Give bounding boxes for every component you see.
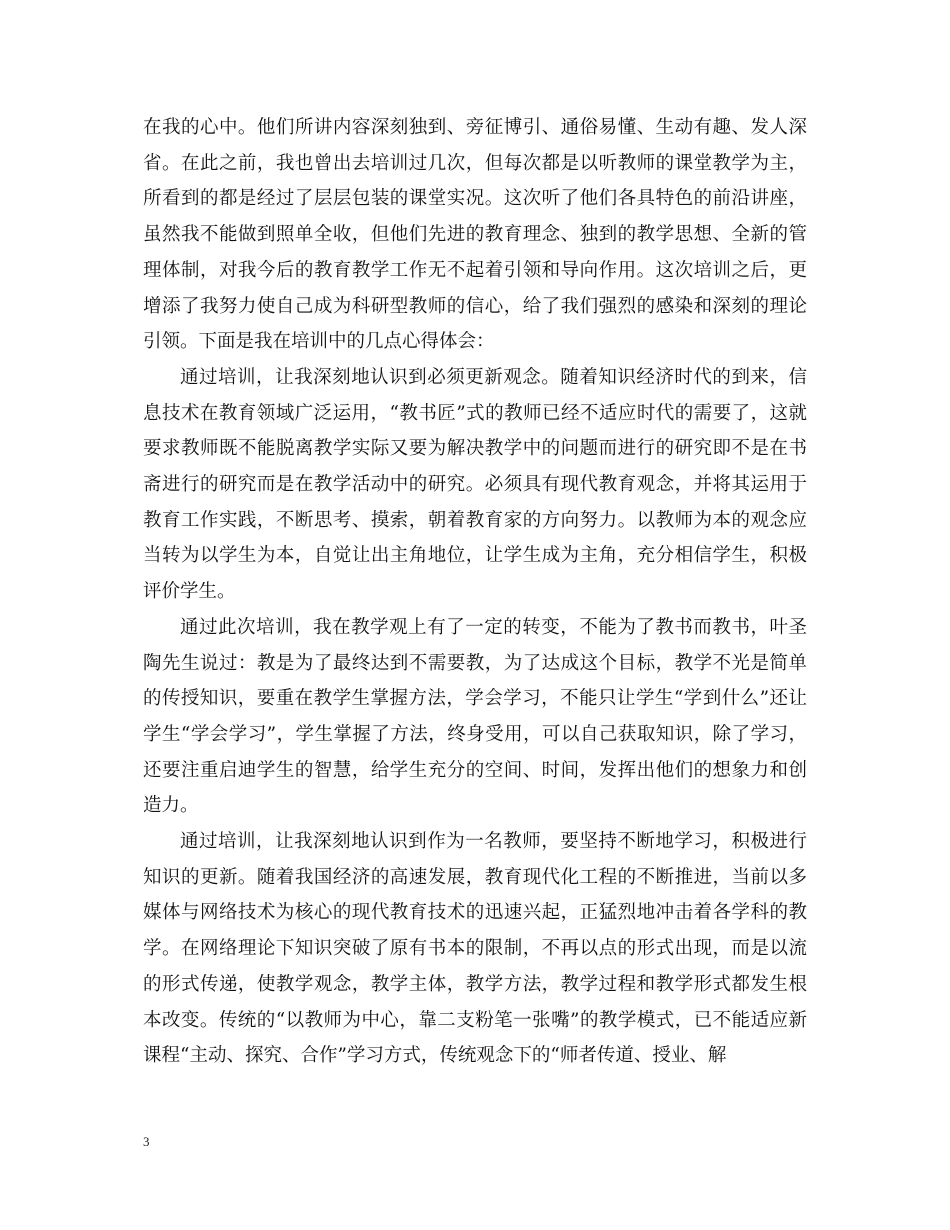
paragraph-continuation: 在我的心中。他们所讲内容深刻独到、旁征博引、通俗易懂、生动有趣、发人深省。在此之前，我也曾出去培训过几次，但每次都是以听教师的课堂教学为主，所看到的都是经过了层层包装的课堂实况。这次听了他们各具特色的前沿讲座，虽然我不能做到照单全收，但他们先进的教育理念、独到的教学思想、全新的管理体制，对我今后的教育教学工作无不起着引领和导向作用。这次培训之后，更增添了我努力使自己成为科研型教师的信心，给了我们强烈的感染和深刻的理论引领。下面是我在培训中的几点心得体会： (143, 117, 807, 353)
paragraph-continuous-learning: 通过培训，让我深刻地认识到作为一名教师，要坚持不断地学习，积极进行知识的更新。随着我国经济的高速发展，教育现代化工程的不断推进，当前以多媒体与网络技术为核心的现代教育技术的迅速兴起，正猛烈地冲击着各学科的教学。在网络理论下知识突破了原有书本的限制，不再以点的形式出现，而是以流的形式传递，使教学观念，教学主体，教学方法，教学过程和教学形式都发生根本改变。传统的“以教师为中心，靠二支粉笔一张嘴”的教学模式，已不能适应新课程“主动、探究、合作”学习方式，传统观念下的“师者传道、授业、解 (143, 831, 807, 1067)
document-body (143, 110, 807, 1074)
page-number: 3 (143, 1134, 150, 1149)
paragraph-teaching-view: 通过此次培训，我在教学观上有了一定的转变，不能为了教书而教书，叶圣陶先生说过：教是为了最终达到不需要教，为了达成这个目标，教学不光是简单的传授知识，要重在教学生掌握方法，学会学习，不能只让学生“学到什么”还让学生“学会学习”，学生掌握了方法，终身受用，可以自己获取知识，除了学习，还要注重启迪学生的智慧，给学生充分的空间、时间，发挥出他们的想象力和创造力。 (143, 616, 807, 817)
paragraph-update-concepts: 通过培训，让我深刻地认识到必须更新观念。随着知识经济时代的到来，信息技术在教育领域广泛运用，“教书匠”式的教师已经不适应时代的需要了，这就要求教师既不能脱离教学实际又要为解决教学中的问题而进行的研究即不是在书斋进行的研究而是在教学活动中的研究。必须具有现代教育观念，并将其运用于教育工作实践，不断思考、摸索，朝着教育家的方向努力。以教师为本的观念应当转为以学生为本，自觉让出主角地位，让学生成为主角，充分相信学生，积极评价学生。 (143, 366, 807, 603)
